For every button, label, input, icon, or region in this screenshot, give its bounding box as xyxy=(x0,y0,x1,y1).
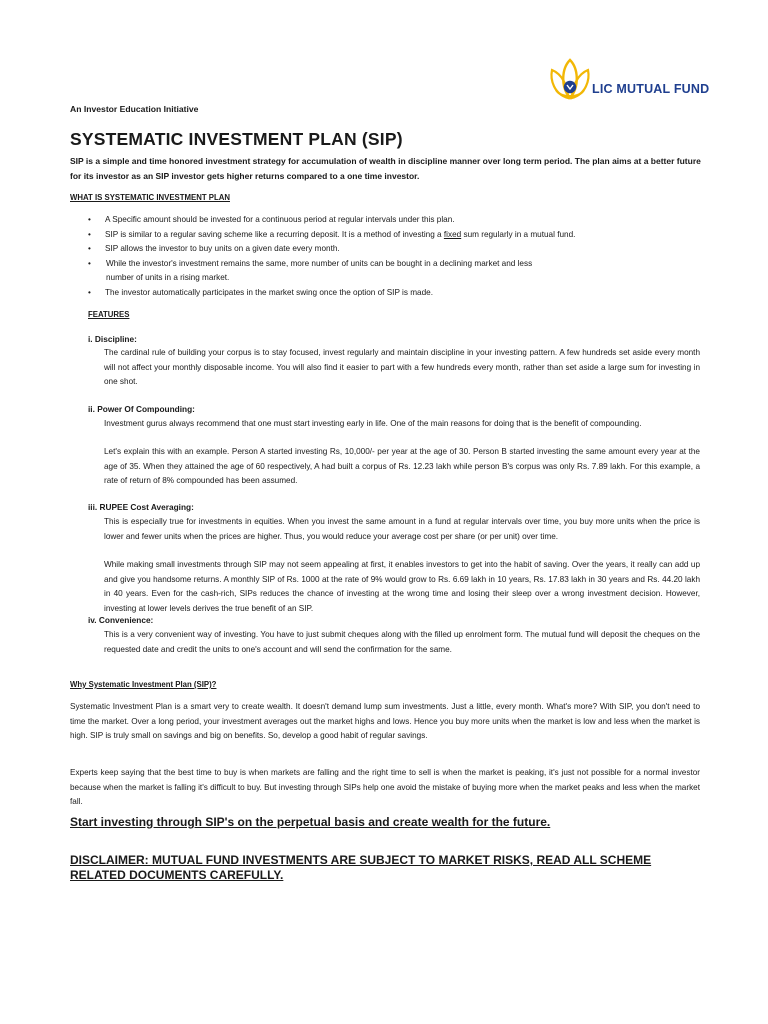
list-item: • SIP is similar to a regular saving scheme like a recurring deposit. It is a method of investing a fixed sum regularly in a mutual fund. xyxy=(88,228,708,243)
compounding-paragraph-1: Investment gurus always recommend that one must start investing early in life. One of the main reasons for doing that is the benefit of compounding. xyxy=(104,419,642,428)
bullet-icon: • xyxy=(88,244,91,254)
list-item: • A Specific amount should be invested for a continuous period at regular intervals under this plan. xyxy=(88,213,708,228)
discipline-heading: i. Discipline: xyxy=(88,334,137,344)
tagline: An Investor Education Initiative xyxy=(70,104,199,114)
compounding-heading: ii. Power Of Compounding: xyxy=(88,404,195,414)
convenience-heading: iv. Convenience: xyxy=(88,615,154,625)
rupee-cost-heading: iii. RUPEE Cost Averaging: xyxy=(88,502,194,512)
intro-paragraph: SIP is a simple and time honored investment strategy for accumulation of wealth in discipline manner over long term period. The plan aims at a better future for its investor as an SIP investor gets higher returns compared to a one time investor. xyxy=(70,156,701,181)
lic-mutual-fund-logo xyxy=(548,58,708,104)
bullet-icon: • xyxy=(88,215,91,224)
why-sip-heading: Why Systematic Investment Plan (SIP)? xyxy=(70,680,217,689)
bullet-icon: • xyxy=(88,229,91,239)
bullet-icon: • xyxy=(88,287,91,297)
why-paragraph-2: Experts keep saying that the best time to buy is when markets are falling and the right time to sell is when the market is peaking, it's just not possible for a normal investor because when the market is falling it's difficult to buy. But investing through SIPs help one avoid the mistake of buying more when the market peaks and less when the market fall. xyxy=(70,768,700,807)
disclaimer: DISCLAIMER: MUTUAL FUND INVESTMENTS ARE SUBJECT TO MARKET RISKS, READ ALL SCHEME RELATED DOCUMENTS CAREFULLY. xyxy=(70,853,652,882)
discipline-paragraph: The cardinal rule of building your corpus is to stay focused, invest regularly and maintain discipline in your investing pattern. A few hundreds set aside every month will not affect your monthly disposable income. You will also find it easier to part with a few hundreds every month, rather than set aside a large sum for investing in one shot. xyxy=(104,348,700,387)
lotus-logo-icon xyxy=(548,58,596,104)
bullet-icon: • xyxy=(88,258,91,268)
what-is-list xyxy=(88,213,708,301)
list-item: • While the investor's investment remains the same, more number of units can be bought in a declining market and less number of units in a rising market. xyxy=(88,258,533,283)
why-paragraph-1: Systematic Investment Plan is a smart very to create wealth. It doesn't demand lump sum investments. Just a little, every month. What's more? With SIP, you don't need to time the market. Over a long period, your investment averages out the market highs and lows. Hence you buy more units when the market is low and less when the market is high. SIP is truly small on savings and big on benefits. So, develop a good habit of regular savings. xyxy=(70,702,700,741)
compounding-paragraph-2: Let's explain this with an example. Person A started investing Rs, 10,000/- per year at the age of 30. Person B started investing the same amount every year at the age of 35. When they attained the age of 60 respectively, A had built a corpus of Rs. 12.23 lakh while person B's corpus was only Rs. 7.89 lakh. For this example, a rate of return of 8% compounded has been assumed. xyxy=(104,447,700,486)
list-item: • The investor automatically participates in the market swing once the option of SIP is made. xyxy=(88,286,708,301)
logo-text: LIC MUTUAL FUND xyxy=(592,82,710,96)
underlined-word: fixed xyxy=(443,229,462,239)
features-heading: FEATURES xyxy=(88,310,130,319)
page-title: SYSTEMATIC INVESTMENT PLAN (SIP) xyxy=(70,129,403,149)
rupee-cost-paragraph-1: This is especially true for investments in equities. When you invest the same amount in a fund at regular intervals over time, you buy more units when the price is lower and fewer units when the prices are higher. Thus, you would reduce your average cost per share (or per unit) over time. xyxy=(104,517,700,541)
convenience-paragraph: This is a very convenient way of investing. You have to just submit cheques along with the filled up enrolment form. The mutual fund will deposit the cheques on the requested date and credit the units to one's account and will send the confirmation for the same. xyxy=(104,630,700,654)
list-item: • SIP allows the investor to buy units on a given date every month. xyxy=(88,242,708,257)
what-is-heading: WHAT IS SYSTEMATIC INVESTMENT PLAN xyxy=(70,193,230,202)
rupee-cost-paragraph-2: While making small investments through SIP may not seem appealing at first, it enables investors to get into the habit of saving. Over the years, it really can add up and give you handsome returns. A monthly SIP of Rs. 1000 at the rate of 9% would grow to Rs. 6.69 lakh in 10 years, Rs. 17.83 lakh in 30 years and Rs. 44.20 lakh in 40 years. Even for the cash-rich, SIPs reduces the chance of investing at the wrong time and losing their sleep over a wrong investment decision. However, investing at lower levels derives the true benefit of an SIP. xyxy=(104,560,700,613)
call-to-action: Start investing through SIP's on the perpetual basis and create wealth for the future. xyxy=(70,815,551,829)
